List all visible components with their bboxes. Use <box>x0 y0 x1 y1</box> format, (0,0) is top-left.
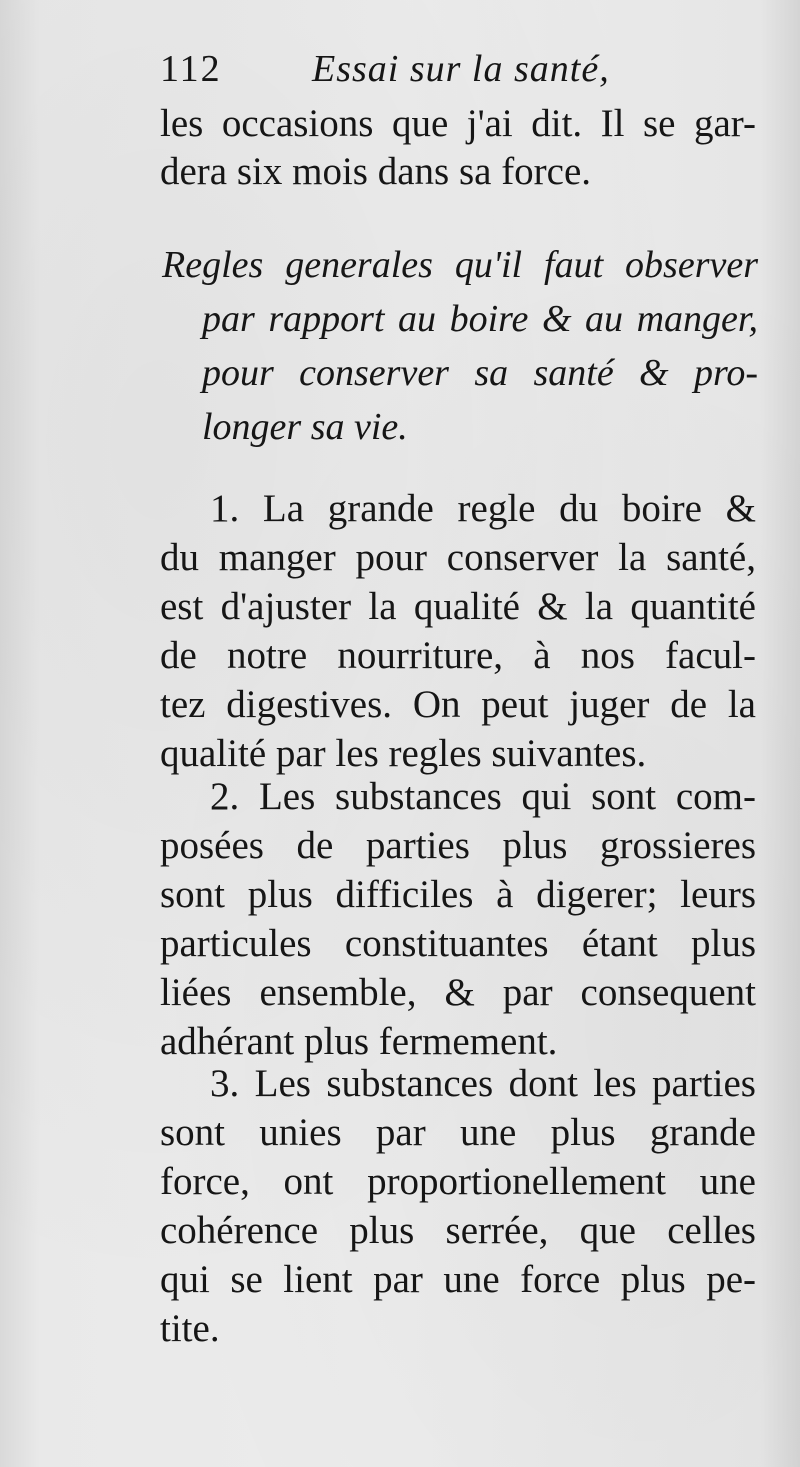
running-title: Essai sur la santé, <box>312 48 610 90</box>
text-line: qui se lient par une force plus pe- <box>160 1258 756 1301</box>
heading-line: Regles generales qu'il faut observer <box>162 244 758 286</box>
text-line: 1. La grande regle du boire & <box>210 487 756 530</box>
text-line: de notre nourriture, à nos facul- <box>160 634 756 677</box>
text-line: sont plus difficiles à digerer; leurs <box>160 873 756 916</box>
text-line: est d'ajuster la qualité & la quantité <box>160 585 756 628</box>
heading-line: par rapport au boire & au manger, <box>202 298 758 340</box>
heading-line: longer sa vie. <box>202 406 408 448</box>
page-header <box>160 44 760 94</box>
continued-paragraph <box>160 100 756 196</box>
page-number: 112 <box>160 48 222 90</box>
text-line: 3. Les substances dont les parties <box>210 1062 756 1105</box>
text-line: tez digestives. On peut juger de la <box>160 683 756 726</box>
section-heading <box>162 238 758 454</box>
text-line: tite. <box>160 1307 220 1350</box>
text-line: particules constituantes étant plus <box>160 922 756 965</box>
heading-line: pour conserver sa santé & pro- <box>202 352 758 394</box>
text-line: cohérence plus serrée, que celles <box>160 1209 756 1252</box>
text-line: posées de parties plus grossieres <box>160 824 756 867</box>
text-line: adhérant plus fermement. <box>160 1020 558 1063</box>
paragraph-1 <box>160 484 756 778</box>
text-line: du manger pour conserver la santé, <box>160 536 756 579</box>
text-line: 2. Les substances qui sont com- <box>210 775 756 818</box>
text-line: liées ensemble, & par consequent <box>160 971 756 1014</box>
text-line: les occasions que j'ai dit. Il se gar- <box>160 102 756 145</box>
text-line: force, ont proportionellement une <box>160 1160 756 1203</box>
text-line: sont unies par une plus grande <box>160 1111 756 1154</box>
text-line: dera six mois dans sa force. <box>160 150 592 193</box>
paragraph-3 <box>160 1059 756 1353</box>
text-line: qualité par les regles suivantes. <box>160 732 647 775</box>
paragraph-2 <box>160 772 756 1066</box>
